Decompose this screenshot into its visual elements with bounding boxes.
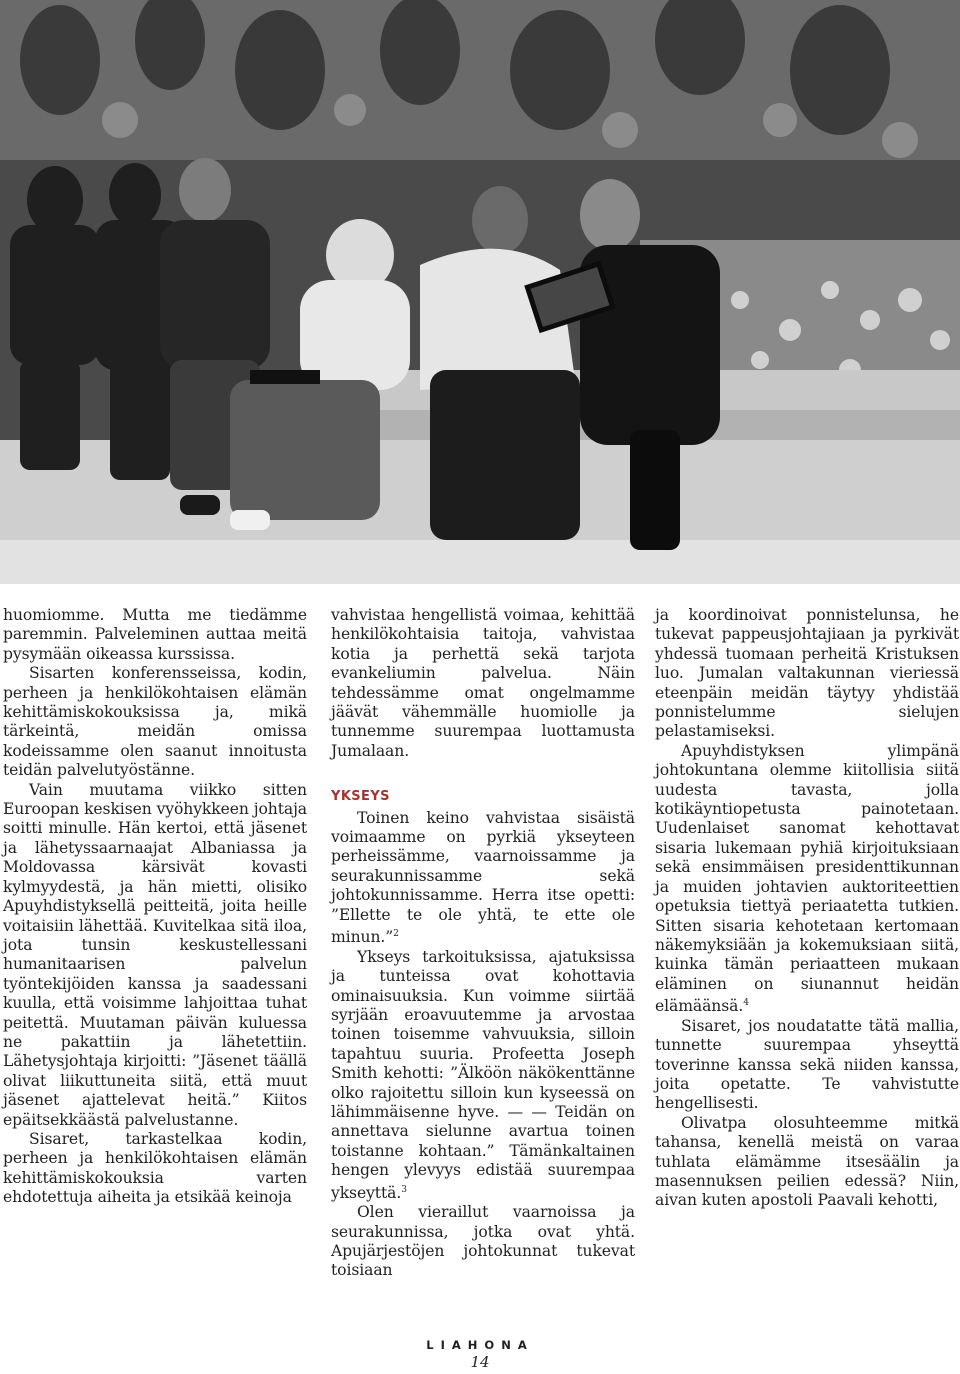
paragraph: vahvistaa hengellistä voimaa, kehittää henkilökohtaisia taitoja, vahvistaa kotia ja perhettä sekä tarjota evankeliumin palvelua. Näin tehdessämme omat ongelmamme jäävät vähemmälle huomiolle ja tunnemme suurempaa luottamusta Jumalaan. [331,606,635,760]
paragraph: Sisaret, tarkastelkaa kodin, perheen ja henkilökohtaisen elämän kehittämiskokouksia varten ehdotettuja aiheita ja etsikää keinoja [3,1129,307,1207]
paragraph: Olen vieraillut vaarnoissa ja seurakunnissa, jotka ovat yhtä. Apujärjestöjen johtokunnat tukevat toisiaan [331,1203,635,1280]
paragraph: Vain muutama viikko sitten Euroopan keskisen vyöhykkeen johtaja soitti minulle. Hän kertoi, että jäsenet ja lähetyssaarnaajat Albaniassa ja Moldovassa kärsivät kovasti kylmyydestä, ja hän mietti, olisiko Apuyhdistyksellä peitteitä, joita heille voitaisiin lähettää. Kuvitelkaa sitä iloa, jota tunsin keskustellessani humanitaarisen palvelun työntekijöiden kanssa ja saadessani kuulla, että voisimme lahjoittaa tuhat peitettä. Muutaman päivän kuluessa ne pakattiin ja lähetettiin. Lähetysjohtaja kirjoitti: ”Jäsenet täällä olivat liikuttuneita siitä, että muut jäsenet ajattelevat heitä.” Kiitos epäitsekkäästä palvelustanne. [3,780,307,1129]
photo-sisters-reading-scriptures [0,0,960,584]
page-number: 14 [470,1353,490,1371]
section-heading: YKSEYS [331,789,390,805]
text-column-1 [3,606,307,1208]
paragraph: Apuyhdistyksen ylimpänä johtokuntana olemme kiitollisia siitä uudesta tavasta, jolla kotikäyntiopetusta painotetaan. Uudenlaiset sanomat kehottavat sisaria lukemaan pyhiä kirjoituksiaan sekä ensimmäisen presidenttikunnan ja muiden johtavien auktoriteettien opetuksia tiettyä periaatetta tutkien. Sitten sisaria kehotetaan kertomaan näkemyksiään ja kokemuksiaan siitä, kuinka tämän periaatteen mukaan eläminen on siunannut heidän elämäänsä.$^4$ [655,741,959,1016]
footnote-marker: 2 [393,929,399,940]
text-column-3 [655,606,959,1211]
magazine-name: LIAHONA [426,1338,534,1352]
footnote-marker: 3 [401,1184,407,1195]
paragraph: ja koordinoivat ponnistelunsa, he tukevat pappeusjohtajiaan ja pyrkivät yhdessä tuomaan perheitä Kristuksen luo. Jumalan valtakunnan vieriessä eteenpäin meidän täytyy yhdistää ponnistelumme sielujen pelastamiseksi. [655,606,959,741]
photo-icon [0,0,960,584]
text-column-2 [331,606,635,1281]
paragraph: Sisaret, jos noudatatte tätä mallia, tunnette suurempaa yhseyttä toverinne kanssa sekä niiden kanssa, joita opetatte. Te vahvistutte hengellisesti. [655,1016,959,1113]
footnote-marker: 4 [743,998,749,1009]
paragraph: Ykseys tarkoituksissa, ajatuksissa ja tunteissa ovat kohottavia ominaisuuksia. Kun voimme siirtää syrjään eroavuutemme ja arvostaa toinen toisemme vahvuuksia, silloin tapahtuu suuria. Profeetta Joseph Smith kehotti: ”Älköön näkökenttänne olko rajoitettu silloin kun kyseessä on lähimmäisenne hyve. — — Teidän on annettava sielunne avartua toinen toistanne kohtaan.” Tämänkaltainen hengen ylevyys edistää suurempaa ykseyttä.$^3$ [331,947,635,1202]
paragraph: Sisarten konferensseissa, kodin, perheen ja henkilökohtaisen elämän kehittämiskokouksissa ja, mikä tärkeintä, meidän omissa kodeissamme olen saanut innoitusta teidän palvelutyöstänne. [3,664,307,780]
paragraph: Olivatpa olosuhteemme mitkä tahansa, kenellä meistä on varaa tuhlata elämämme itsesäälin ja masennuksen peilien edessä? Niin, aivan kuten apostoli Paavali kehotti, [655,1113,959,1210]
paragraph: huomiomme. Mutta me tiedämme paremmin. Palveleminen auttaa meitä pysymään oikeassa kurssissa. [3,606,307,663]
paragraph: Toinen keino vahvistaa sisäistä voimaamme on pyrkiä ykseyteen perheissämme, vaarnoissamme ja seurakunnissamme sekä johtokunnissamme. Herra itse opetti: ”Ellette te ole yhtä, te ette ole minun.”$^2$ [331,808,635,947]
